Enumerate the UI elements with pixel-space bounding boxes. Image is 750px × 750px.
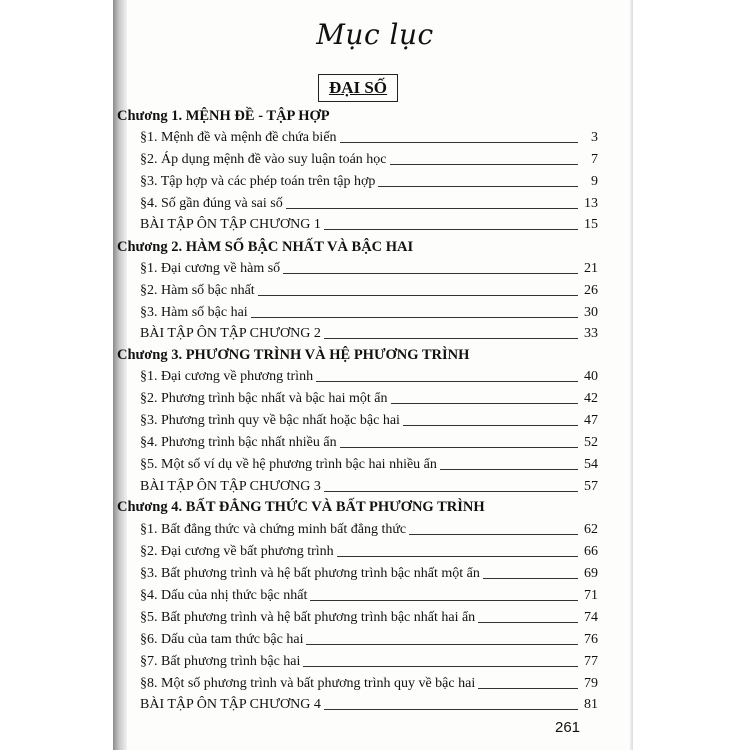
leader-line xyxy=(283,273,578,274)
leader-line xyxy=(340,447,578,448)
toc-entry xyxy=(140,301,598,321)
toc-entry xyxy=(140,213,598,233)
toc-entry-page: 13 xyxy=(584,196,598,211)
toc-entry xyxy=(140,693,598,713)
toc-entry-page: 7 xyxy=(591,152,598,167)
toc-entry xyxy=(140,192,598,212)
toc-entry-label: §3. Tập hợp và các phép toán trên tập hợp xyxy=(140,174,376,189)
leader-line xyxy=(378,186,578,187)
leader-line xyxy=(390,164,578,165)
toc-entry xyxy=(140,409,598,429)
toc-entry-label: §4. Phương trình bậc nhất nhiều ẩn xyxy=(140,435,337,450)
leader-line xyxy=(258,295,578,296)
toc-entry-label: BÀI TẬP ÔN TẬP CHƯƠNG 1 xyxy=(140,217,321,232)
toc-entry xyxy=(140,453,598,473)
toc-entry-label: §6. Dấu của tam thức bậc hai xyxy=(140,632,304,647)
leader-line xyxy=(324,229,578,230)
toc-entry-page: 77 xyxy=(584,654,598,669)
toc-entry xyxy=(140,387,598,407)
toc-entry-page: 71 xyxy=(584,588,598,603)
toc-entry xyxy=(140,170,598,190)
leader-line xyxy=(306,644,578,645)
toc-entry-label: §1. Mệnh đề và mệnh đề chứa biến xyxy=(140,130,337,145)
leader-line xyxy=(440,469,578,470)
section-heading: ĐẠI SỐ xyxy=(318,74,398,102)
toc-entry-page: 76 xyxy=(584,632,598,647)
page-title: Mục lục xyxy=(316,18,434,51)
toc-entry-page: 81 xyxy=(584,697,598,712)
toc-entry-label: §1. Bất đẳng thức và chứng minh bất đẳng thức xyxy=(140,522,407,537)
toc-entry-label: §3. Bất phương trình và hệ bất phương trình bậc nhất một ẩn xyxy=(140,566,480,581)
chapter-heading: Chương 1. MỆNH ĐỀ - TẬP HỢP xyxy=(117,108,330,124)
toc-entry-label: §2. Phương trình bậc nhất và bậc hai một ẩn xyxy=(140,391,388,406)
toc-entry xyxy=(140,518,598,538)
toc-entry xyxy=(140,322,598,342)
toc-entry-label: §4. Số gần đúng và sai số xyxy=(140,196,283,211)
leader-line xyxy=(337,556,578,557)
toc-entry xyxy=(140,365,598,385)
toc-entry-label: §2. Áp dụng mệnh đề vào suy luận toán học xyxy=(140,152,387,167)
toc-entry-page: 57 xyxy=(584,479,598,494)
toc-entry-page: 9 xyxy=(591,174,598,189)
toc-entry-page: 3 xyxy=(591,130,598,145)
toc-entry xyxy=(140,126,598,146)
toc-entry xyxy=(140,606,598,626)
toc-entry xyxy=(140,628,598,648)
leader-line xyxy=(324,709,578,710)
toc-entry xyxy=(140,562,598,582)
footer-page-number: 261 xyxy=(555,719,581,736)
toc-entry xyxy=(140,540,598,560)
toc-entry-label: §7. Bất phương trình bậc hai xyxy=(140,654,301,669)
leader-line xyxy=(478,688,578,689)
toc-entry-page: 66 xyxy=(584,544,598,559)
toc-entry-page: 62 xyxy=(584,522,598,537)
toc-entry-label: §1. Đại cương về phương trình xyxy=(140,369,314,384)
toc-entry xyxy=(140,475,598,495)
leader-line xyxy=(391,403,579,404)
chapter-heading: Chương 3. PHƯƠNG TRÌNH VÀ HỆ PHƯƠNG TRÌNH xyxy=(117,347,470,363)
chapter-heading: Chương 4. BẤT ĐẲNG THỨC VÀ BẤT PHƯƠNG TRÌNH xyxy=(117,499,485,515)
toc-entry-page: 54 xyxy=(584,457,598,472)
toc-entry-label: §4. Dấu của nhị thức bậc nhất xyxy=(140,588,308,603)
toc-entry xyxy=(140,148,598,168)
toc-entry xyxy=(140,257,598,277)
toc-entry-page: 69 xyxy=(584,566,598,581)
toc-entry-page: 26 xyxy=(584,283,598,298)
toc-entry-page: 52 xyxy=(584,435,598,450)
toc-entry-label: §3. Hàm số bậc hai xyxy=(140,305,248,320)
toc-entry xyxy=(140,279,598,299)
toc-entry-page: 40 xyxy=(584,369,598,384)
toc-entry-page: 79 xyxy=(584,676,598,691)
toc-entry xyxy=(140,584,598,604)
toc-entry-label: §5. Một số ví dụ về hệ phương trình bậc hai nhiều ẩn xyxy=(140,457,437,472)
toc-entry-page: 47 xyxy=(584,413,598,428)
leader-line xyxy=(316,381,578,382)
toc-entry-page: 30 xyxy=(584,305,598,320)
toc-entry-label: BÀI TẬP ÔN TẬP CHƯƠNG 3 xyxy=(140,479,321,494)
toc-entry-label: BÀI TẬP ÔN TẬP CHƯƠNG 2 xyxy=(140,326,321,341)
toc-entry-page: 33 xyxy=(584,326,598,341)
toc-entry-page: 15 xyxy=(584,217,598,232)
toc-entry xyxy=(140,672,598,692)
leader-line xyxy=(409,534,578,535)
leader-line xyxy=(303,666,578,667)
leader-line xyxy=(324,491,578,492)
leader-line xyxy=(340,142,578,143)
leader-line xyxy=(286,208,578,209)
leader-line xyxy=(478,622,578,623)
toc-entry-label: §2. Hàm số bậc nhất xyxy=(140,283,255,298)
leader-line xyxy=(403,425,578,426)
toc-entry-page: 74 xyxy=(584,610,598,625)
toc-entry xyxy=(140,431,598,451)
toc-entry-label: §5. Bất phương trình và hệ bất phương trình bậc nhất hai ẩn xyxy=(140,610,476,625)
leader-line xyxy=(324,338,578,339)
toc-entry-label: §2. Đại cương về bất phương trình xyxy=(140,544,334,559)
toc-entry-label: §3. Phương trình quy về bậc nhất hoặc bậc hai xyxy=(140,413,400,428)
leader-line xyxy=(251,317,578,318)
chapter-heading: Chương 2. HÀM SỐ BẬC NHẤT VÀ BẬC HAI xyxy=(117,239,414,255)
toc-entry xyxy=(140,650,598,670)
leader-line xyxy=(310,600,578,601)
toc-entry-page: 21 xyxy=(584,261,598,276)
leader-line xyxy=(483,578,578,579)
toc-entry-label: §8. Một số phương trình và bất phương trình quy về bậc hai xyxy=(140,676,476,691)
toc-entry-label: §1. Đại cương về hàm số xyxy=(140,261,281,276)
toc-entry-page: 42 xyxy=(584,391,598,406)
toc-entry-label: BÀI TẬP ÔN TẬP CHƯƠNG 4 xyxy=(140,697,321,712)
